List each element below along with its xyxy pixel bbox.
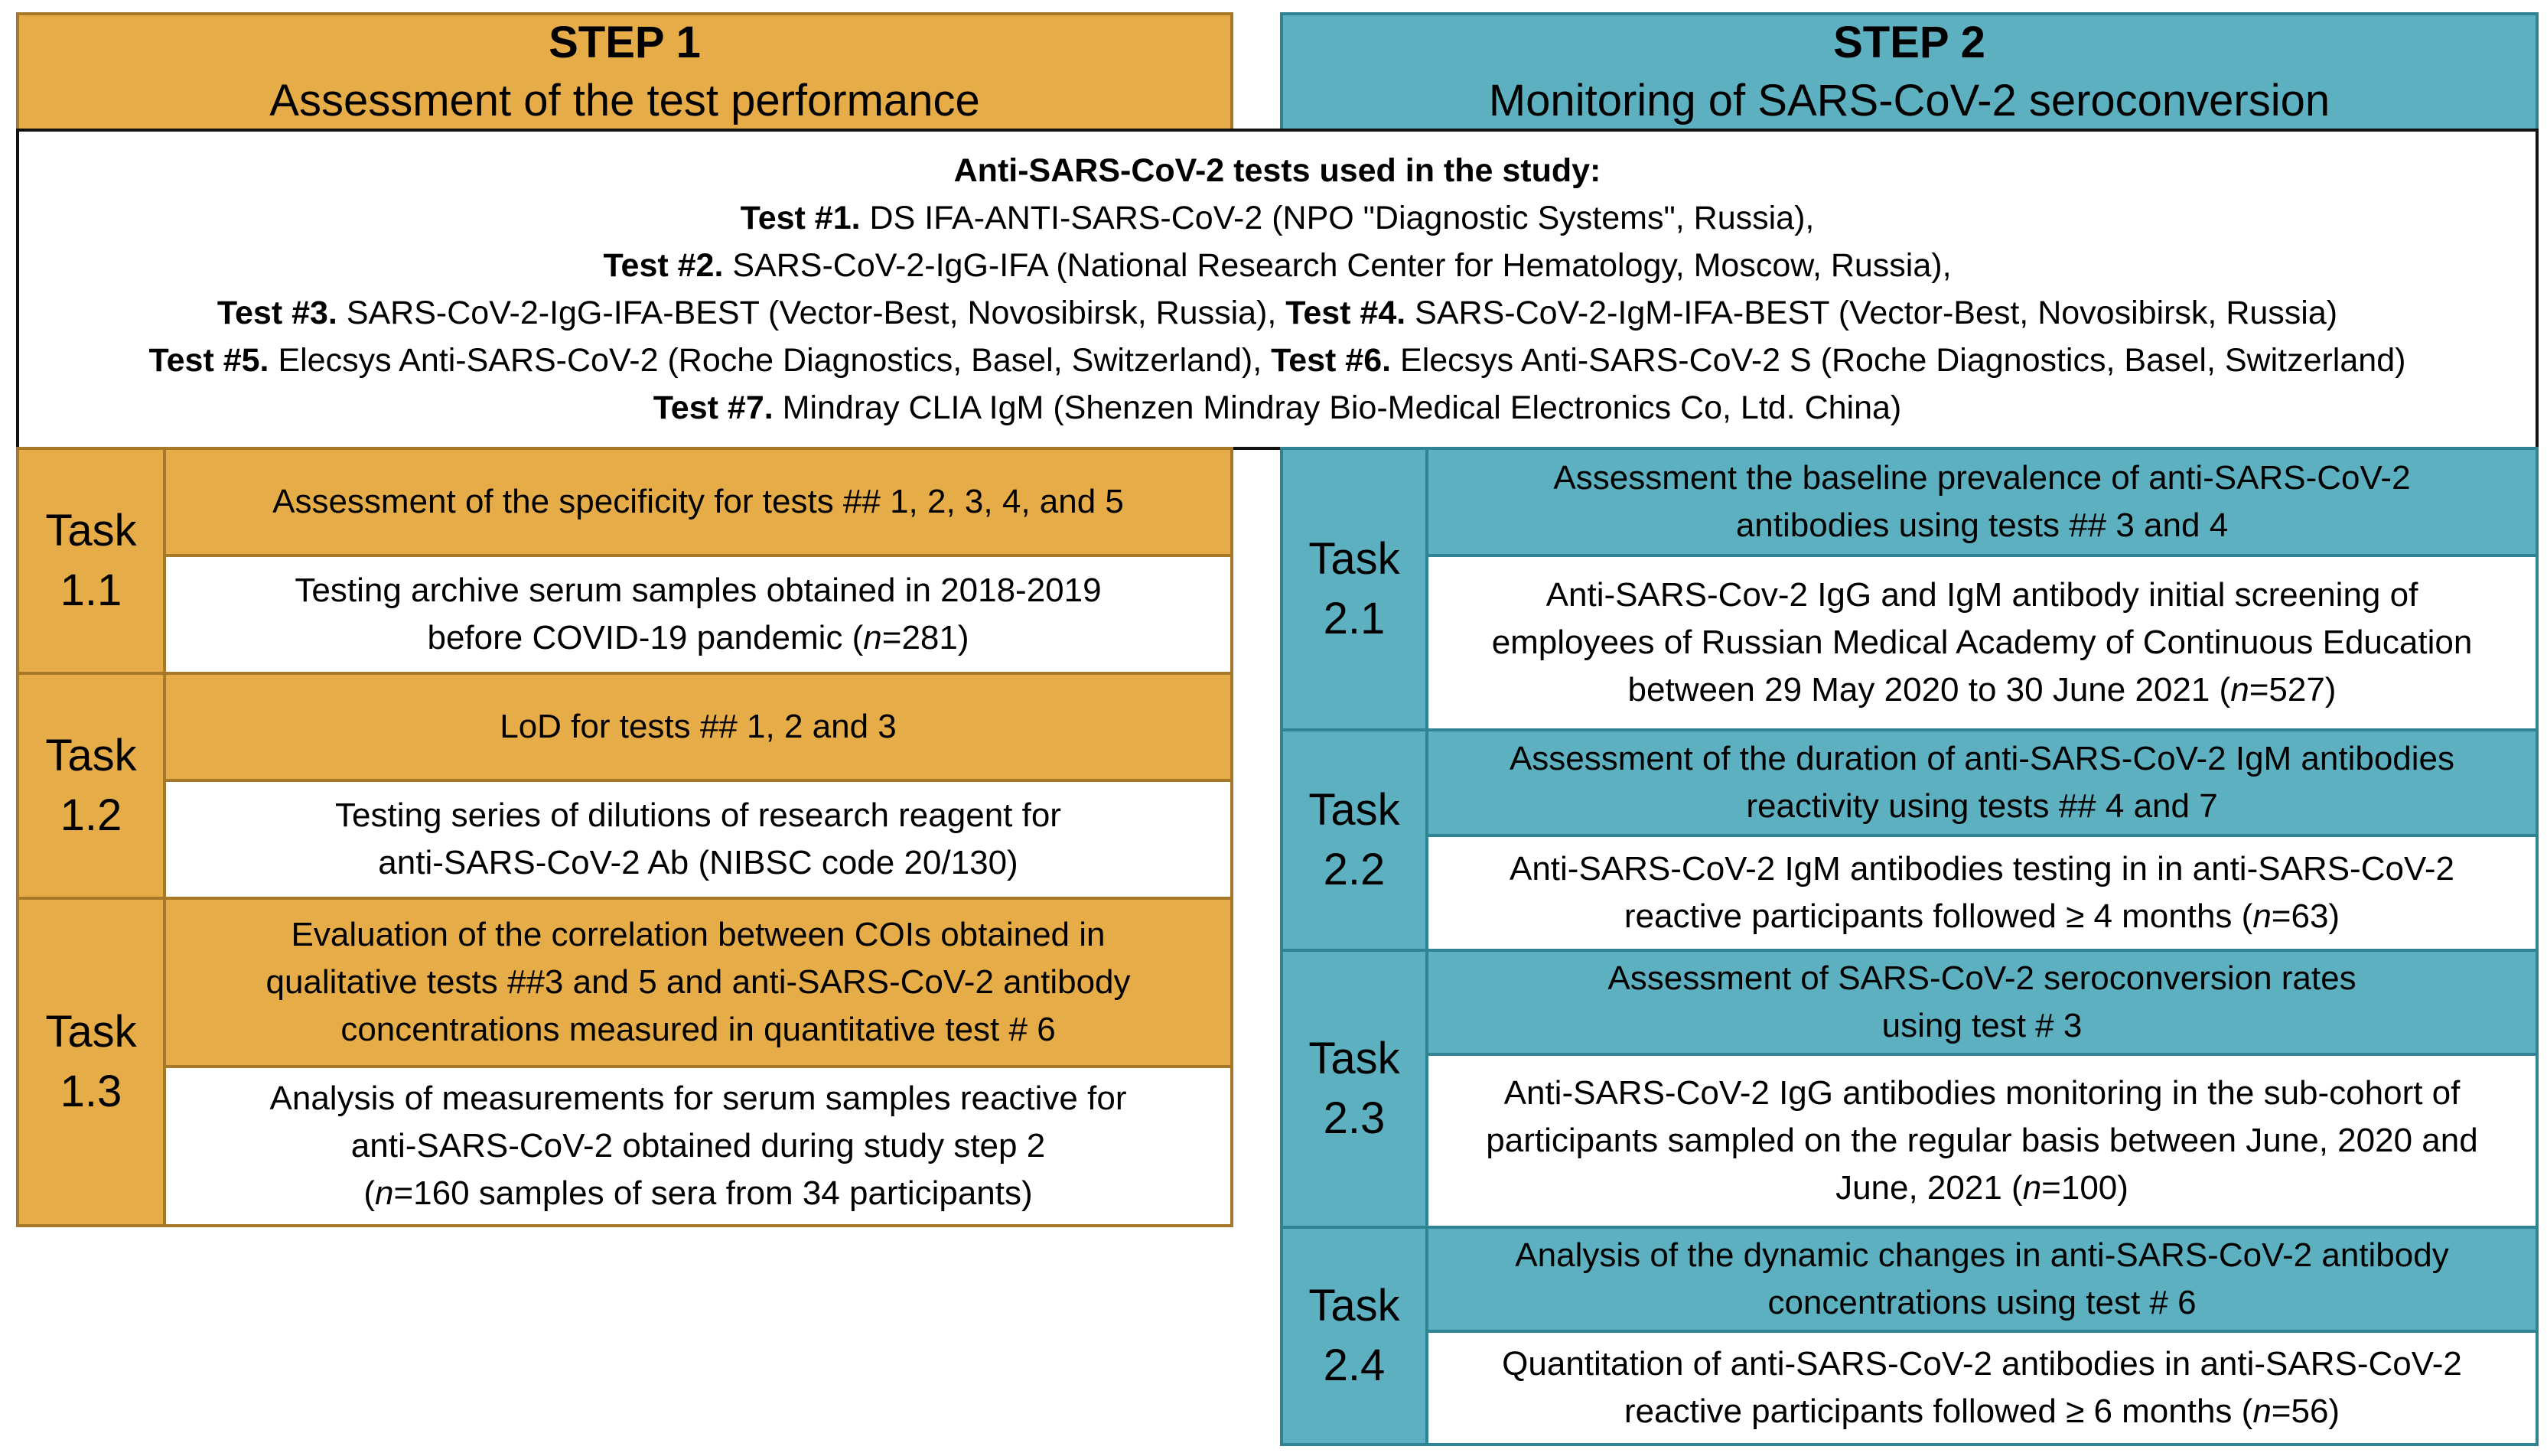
task-number: 1.1 — [60, 565, 122, 615]
task-1-1-method — [163, 554, 1233, 675]
method-line: (n=160 samples of sera from 34 participants) — [363, 1174, 1033, 1212]
step1-title: Assessment of the test performance — [269, 76, 980, 125]
method-line: June, 2021 (n=100) — [1835, 1169, 2128, 1207]
task-1-1-objective — [163, 447, 1233, 557]
step1-label: STEP 1 — [549, 18, 701, 67]
task-2-4-objective — [1425, 1226, 2539, 1333]
task-word: Task — [45, 1007, 137, 1057]
method-line: employees of Russian Medical Academy of Continuous Education — [1491, 624, 2473, 661]
task-2-3-objective — [1425, 949, 2539, 1056]
task-number: 2.1 — [1323, 594, 1386, 643]
method-line: Anti-SARS-CoV-2 IgM antibodies testing in in anti-SARS-CoV-2 — [1509, 850, 2454, 888]
method-line: participants sampled on the regular basis between June, 2020 and — [1486, 1122, 2478, 1159]
task-1-3-objective — [163, 897, 1233, 1068]
step2-header — [1280, 12, 2539, 132]
objective-line: concentrations using test # 6 — [1767, 1284, 2197, 1321]
objective-line: Assessment of SARS-CoV-2 seroconversion rates — [1607, 959, 2356, 997]
test-3-4: Test #3. SARS-CoV-2-IgG-IFA-BEST (Vector-Best, Novosibirsk, Russia), Test #4. SARS-CoV-2-IgM-IFA-BEST (Vector-Best, Novosibirsk, Russia) — [217, 295, 2338, 331]
task-word: Task — [1308, 1034, 1400, 1083]
task-1-2-objective — [163, 672, 1233, 782]
objective-line: Assessment of the duration of anti-SARS-CoV-2 IgM antibodies — [1509, 740, 2455, 777]
task-word: Task — [1308, 785, 1400, 835]
task-number: 2.3 — [1323, 1093, 1386, 1143]
method-line: anti-SARS-CoV-2 Ab (NIBSC code 20/130) — [378, 844, 1018, 881]
task-number: 1.2 — [60, 790, 122, 840]
task-word: Task — [1308, 534, 1400, 584]
task-2-1-method — [1425, 554, 2539, 731]
method-line: Anti-SARS-CoV-2 IgG antibodies monitoring in the sub-cohort of — [1503, 1074, 2461, 1112]
task-2-1-objective — [1425, 447, 2539, 557]
objective-line: concentrations measured in quantitative test # 6 — [340, 1011, 1056, 1048]
step1-header — [16, 12, 1233, 132]
task-2-4-label — [1280, 1226, 1428, 1446]
method-line: anti-SARS-CoV-2 obtained during study step 2 — [350, 1127, 1046, 1164]
task-word: Task — [45, 506, 137, 555]
tests-heading: Anti-SARS-CoV-2 tests used in the study: — [953, 152, 1601, 189]
task-2-1-label — [1280, 447, 1428, 731]
tests-list-box — [16, 129, 2539, 450]
objective-line: Assessment the baseline prevalence of anti-SARS-CoV-2 — [1553, 459, 2411, 497]
objective-line: qualitative tests ##3 and 5 and anti-SARS-CoV-2 antibody — [265, 963, 1131, 1001]
method-line: Anti-SARS-Cov-2 IgG and IgM antibody initial screening of — [1545, 576, 2418, 614]
task-2-2-label — [1280, 728, 1428, 952]
test-1: Test #1. DS IFA-ANTI-SARS-CoV-2 (NPO "Diagnostic Systems", Russia), — [740, 200, 1815, 236]
task-number: 2.2 — [1323, 845, 1386, 894]
method-line: Analysis of measurements for serum samples reactive for — [269, 1080, 1127, 1117]
step2-label: STEP 2 — [1833, 18, 1985, 67]
task-2-4-method — [1425, 1330, 2539, 1446]
objective-text: LoD for tests ## 1, 2 and 3 — [500, 708, 897, 745]
task-1-2-method — [163, 779, 1233, 900]
method-line: Testing series of dilutions of research reagent for — [335, 796, 1061, 834]
objective-line: using test # 3 — [1881, 1007, 2083, 1044]
method-line: before COVID-19 pandemic (n=281) — [427, 619, 969, 656]
method-line: reactive participants followed ≥ 4 months (n=63) — [1624, 897, 2340, 935]
method-line: Quantitation of anti-SARS-CoV-2 antibodies in anti-SARS-CoV-2 — [1502, 1345, 2462, 1383]
task-number: 2.4 — [1323, 1340, 1386, 1390]
task-2-2-objective — [1425, 728, 2539, 837]
method-line: between 29 May 2020 to 30 June 2021 (n=527) — [1627, 671, 2337, 708]
objective-line: reactivity using tests ## 4 and 7 — [1746, 787, 2218, 825]
test-2: Test #2. SARS-CoV-2-IgG-IFA (National Research Center for Hematology, Moscow, Russia), — [603, 247, 1952, 284]
objective-text: Assessment of the specificity for tests ## 1, 2, 3, 4, and 5 — [272, 483, 1124, 520]
task-2-3-label — [1280, 949, 1428, 1229]
step2-title: Monitoring of SARS-CoV-2 seroconversion — [1488, 76, 2330, 125]
task-2-3-method — [1425, 1053, 2539, 1229]
method-line: reactive participants followed ≥ 6 months (n=56) — [1624, 1392, 2340, 1430]
task-1-1-label — [16, 447, 166, 675]
test-5-6: Test #5. Elecsys Anti-SARS-CoV-2 (Roche Diagnostics, Basel, Switzerland), Test #6. Elecsys Anti-SARS-CoV-2 S (Roche Diagnostics, Basel, Switzerland) — [148, 342, 2406, 379]
objective-line: Evaluation of the correlation between COIs obtained in — [291, 916, 1106, 953]
method-line: Testing archive serum samples obtained in 2018-2019 — [295, 572, 1102, 609]
test-7: Test #7. Mindray CLIA IgM (Shenzen Mindray Bio-Medical Electronics Co, Ltd. China) — [653, 389, 1902, 426]
objective-line: Analysis of the dynamic changes in anti-SARS-CoV-2 antibody — [1515, 1236, 2449, 1274]
task-1-2-label — [16, 672, 166, 900]
objective-line: antibodies using tests ## 3 and 4 — [1735, 507, 2229, 544]
task-1-3-label — [16, 897, 166, 1227]
task-2-2-method — [1425, 834, 2539, 952]
task-1-3-method — [163, 1065, 1233, 1227]
task-number: 1.3 — [60, 1067, 122, 1116]
task-word: Task — [1308, 1281, 1400, 1331]
task-word: Task — [45, 731, 137, 780]
